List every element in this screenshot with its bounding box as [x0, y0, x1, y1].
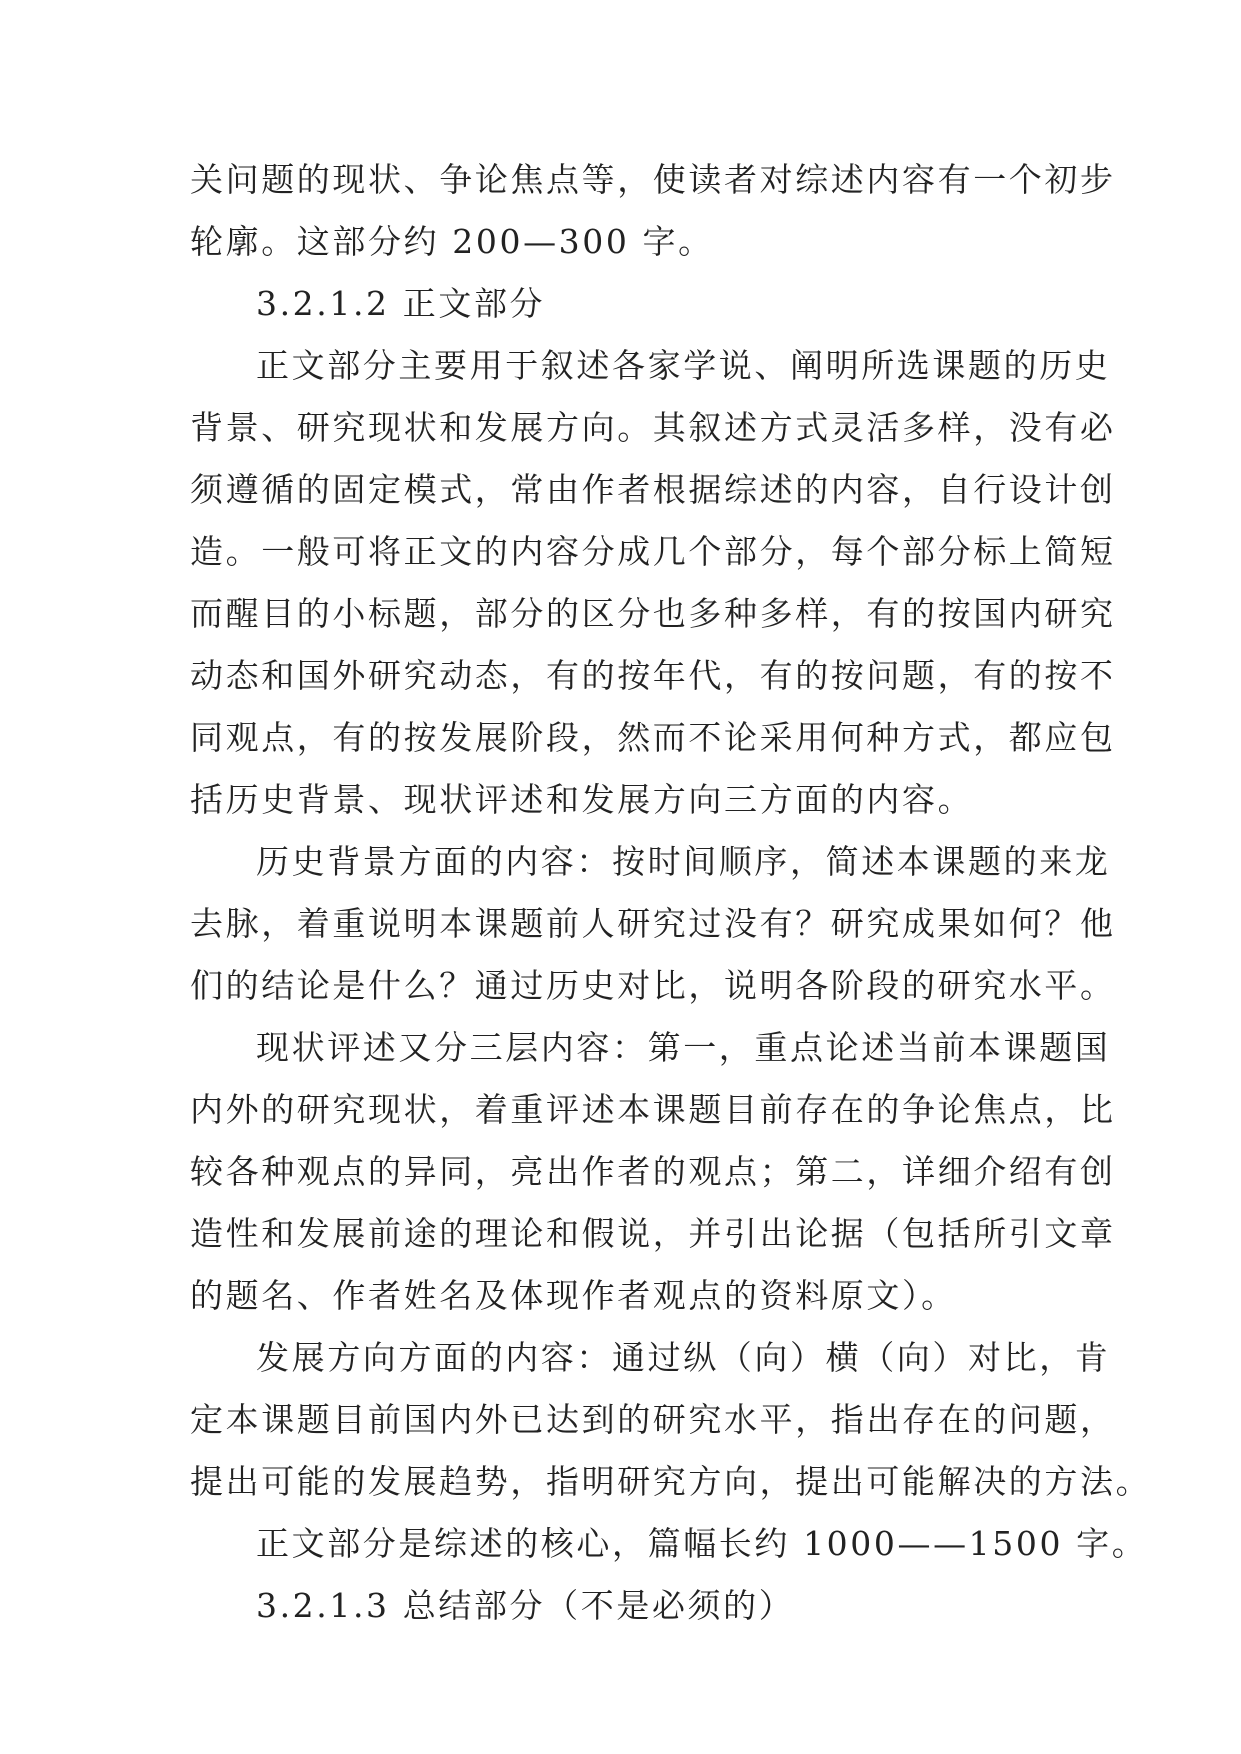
paragraph-line: 内外的研究现状，着重评述本课题目前存在的争论焦点，比: [190, 1090, 1116, 1129]
paragraph-line: 现状评述又分三层内容：第一，重点论述当前本课题国: [256, 1028, 1111, 1067]
paragraph-line: 的题名、作者姓名及体现作者观点的资料原文）。: [190, 1276, 957, 1315]
section-heading: 3.2.1.3 总结部分（不是必须的）: [256, 1586, 795, 1625]
paragraph-line: 造。一般可将正文的内容分成几个部分，每个部分标上简短: [190, 532, 1116, 571]
paragraph-line: 造性和发展前途的理论和假说，并引出论据（包括所引文章: [190, 1214, 1116, 1253]
paragraph-line: 须遵循的固定模式，常由作者根据综述的内容，自行设计创: [190, 470, 1116, 509]
paragraph-line: 而醒目的小标题，部分的区分也多种多样，有的按国内研究: [190, 594, 1116, 633]
paragraph-line: 定本课题目前国内外已达到的研究水平，指出存在的问题，: [190, 1400, 1116, 1439]
paragraph-line: 去脉，着重说明本课题前人研究过没有？研究成果如何？他: [190, 904, 1116, 943]
paragraph-line: 动态和国外研究动态，有的按年代，有的按问题，有的按不: [190, 656, 1116, 695]
paragraph-line: 历史背景方面的内容：按时间顺序，简述本课题的来龙: [256, 842, 1111, 881]
paragraph-line: 较各种观点的异同，亮出作者的观点；第二，详细介绍有创: [190, 1152, 1116, 1191]
paragraph-line: 同观点，有的按发展阶段，然而不论采用何种方式，都应包: [190, 718, 1116, 757]
paragraph-line: 提出可能的发展趋势，指明研究方向，提出可能解决的方法。: [190, 1462, 1152, 1501]
paragraph-line: 发展方向方面的内容：通过纵（向）横（向）对比，肯: [256, 1338, 1111, 1377]
section-heading: 3.2.1.2 正文部分: [256, 284, 546, 323]
paragraph-line: 正文部分是综述的核心，篇幅长约 1000——1500 字。: [256, 1524, 1148, 1563]
paragraph-line: 背景、研究现状和发展方向。其叙述方式灵活多样，没有必: [190, 408, 1116, 447]
text-line: 轮廓。这部分约 200—300 字。: [190, 222, 714, 261]
paragraph-line: 正文部分主要用于叙述各家学说、阐明所选课题的历史: [256, 346, 1111, 385]
paragraph-line: 括历史背景、现状评述和发展方向三方面的内容。: [190, 780, 974, 819]
paragraph-line: 们的结论是什么？通过历史对比，说明各阶段的研究水平。: [190, 966, 1116, 1005]
text-line: 关问题的现状、争论焦点等，使读者对综述内容有一个初步: [190, 160, 1116, 199]
